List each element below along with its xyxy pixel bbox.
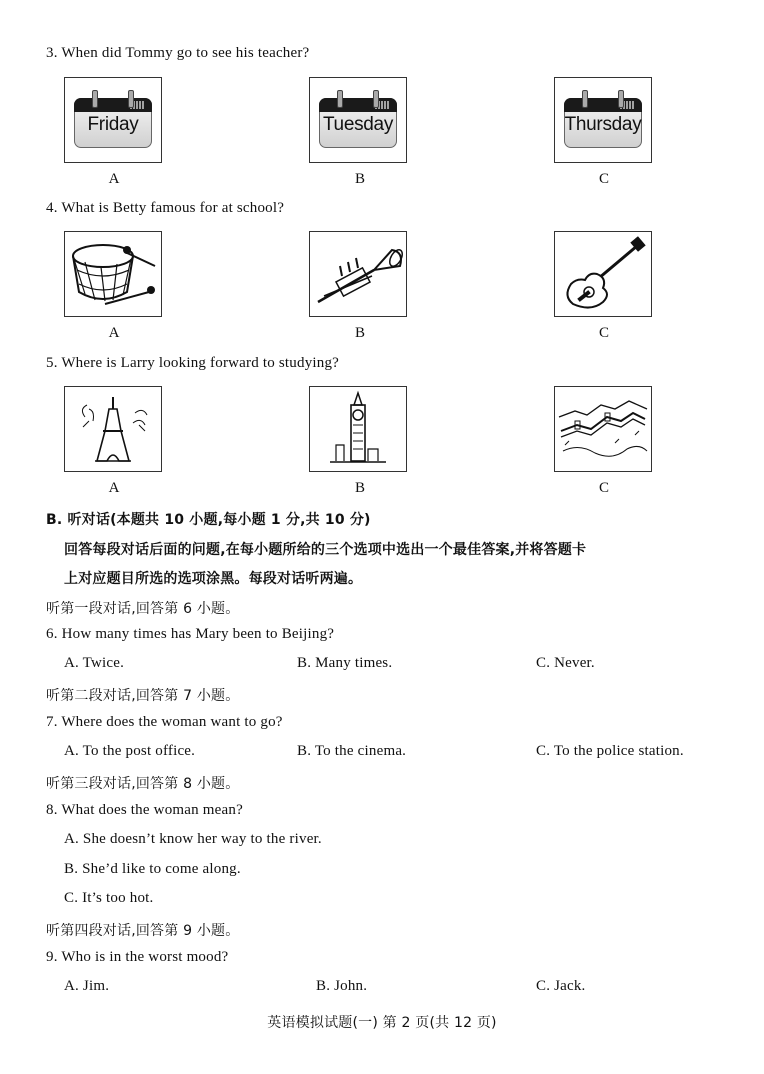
answer-option[interactable]: A. To the post office. xyxy=(64,743,196,759)
option-3b-picture[interactable] xyxy=(309,77,407,163)
question-5: 5. Where is Larry looking forward to studying? xyxy=(46,355,340,371)
option-5b-picture[interactable] xyxy=(309,386,407,472)
eiffel-tower-icon xyxy=(65,387,161,471)
dialogue-intro: 听第三段对话,回答第 8 小题。 xyxy=(46,776,240,792)
great-wall-icon xyxy=(555,387,651,471)
answer-option[interactable]: B. Many times. xyxy=(297,655,393,671)
question-6: 6. How many times has Mary been to Beijing? xyxy=(46,626,335,642)
answer-option[interactable]: A. She doesn’t know her way to the river. xyxy=(64,831,322,847)
calendar-icon xyxy=(319,88,397,150)
option-letter: C xyxy=(598,325,609,341)
dialogue-intro: 听第一段对话,回答第 6 小题。 xyxy=(46,601,240,617)
option-3a-picture[interactable] xyxy=(64,77,162,163)
option-letter: A xyxy=(108,325,120,341)
section-b-instruction: 上对应题目所选的选项涂黑。每段对话听两遍。 xyxy=(64,571,363,587)
question-7: 7. Where does the woman want to go? xyxy=(46,714,283,730)
option-4a-picture[interactable] xyxy=(64,231,162,317)
calendar-day-text: Friday xyxy=(87,114,139,135)
option-5c-picture[interactable] xyxy=(554,386,652,472)
big-ben-icon xyxy=(310,387,406,471)
page-footer: 英语模拟试题(一) 第 2 页(共 12 页) xyxy=(267,1015,497,1031)
option-letter: C xyxy=(598,171,609,187)
question-8: 8. What does the woman mean? xyxy=(46,802,243,818)
answer-option[interactable]: C. To the police station. xyxy=(536,743,684,759)
calendar-icon xyxy=(74,88,152,150)
question-4: 4. What is Betty famous for at school? xyxy=(46,200,285,216)
option-5a-picture[interactable] xyxy=(64,386,162,472)
answer-option[interactable]: A. Twice. xyxy=(64,655,125,671)
section-b-heading: B. 听对话(本题共 10 小题,每小题 1 分,共 10 分) xyxy=(46,512,371,528)
option-4c-picture[interactable] xyxy=(554,231,652,317)
option-letter: B xyxy=(354,171,365,187)
option-letter: B xyxy=(354,325,365,341)
calendar-day-text: Thursday xyxy=(564,114,642,135)
option-letter: A xyxy=(108,480,120,496)
option-letter: B xyxy=(354,480,365,496)
question-3: 3. When did Tommy go to see his teacher? xyxy=(46,45,310,61)
answer-option[interactable]: C. Never. xyxy=(536,655,595,671)
calendar-day-text: Tuesday xyxy=(322,114,394,135)
option-letter: A xyxy=(108,171,120,187)
answer-option[interactable]: C. Jack. xyxy=(536,978,586,994)
answer-option[interactable]: A. Jim. xyxy=(64,978,110,994)
answer-option[interactable]: C. It’s too hot. xyxy=(64,890,154,906)
option-4b-picture[interactable] xyxy=(309,231,407,317)
question-9: 9. Who is in the worst mood? xyxy=(46,949,229,965)
calendar-icon xyxy=(564,88,642,150)
guitar-icon xyxy=(555,232,651,316)
answer-option[interactable]: B. John. xyxy=(316,978,368,994)
answer-option[interactable]: B. She’d like to come along. xyxy=(64,861,241,877)
dialogue-intro: 听第二段对话,回答第 7 小题。 xyxy=(46,688,240,704)
answer-option[interactable]: B. To the cinema. xyxy=(297,743,407,759)
drum-icon xyxy=(65,232,161,316)
option-3c-picture[interactable] xyxy=(554,77,652,163)
trumpet-icon xyxy=(310,232,406,316)
dialogue-intro: 听第四段对话,回答第 9 小题。 xyxy=(46,923,240,939)
option-letter: C xyxy=(598,480,609,496)
section-b-instruction: 回答每段对话后面的问题,在每小题所给的三个选项中选出一个最佳答案,并将答题卡 xyxy=(64,542,587,558)
